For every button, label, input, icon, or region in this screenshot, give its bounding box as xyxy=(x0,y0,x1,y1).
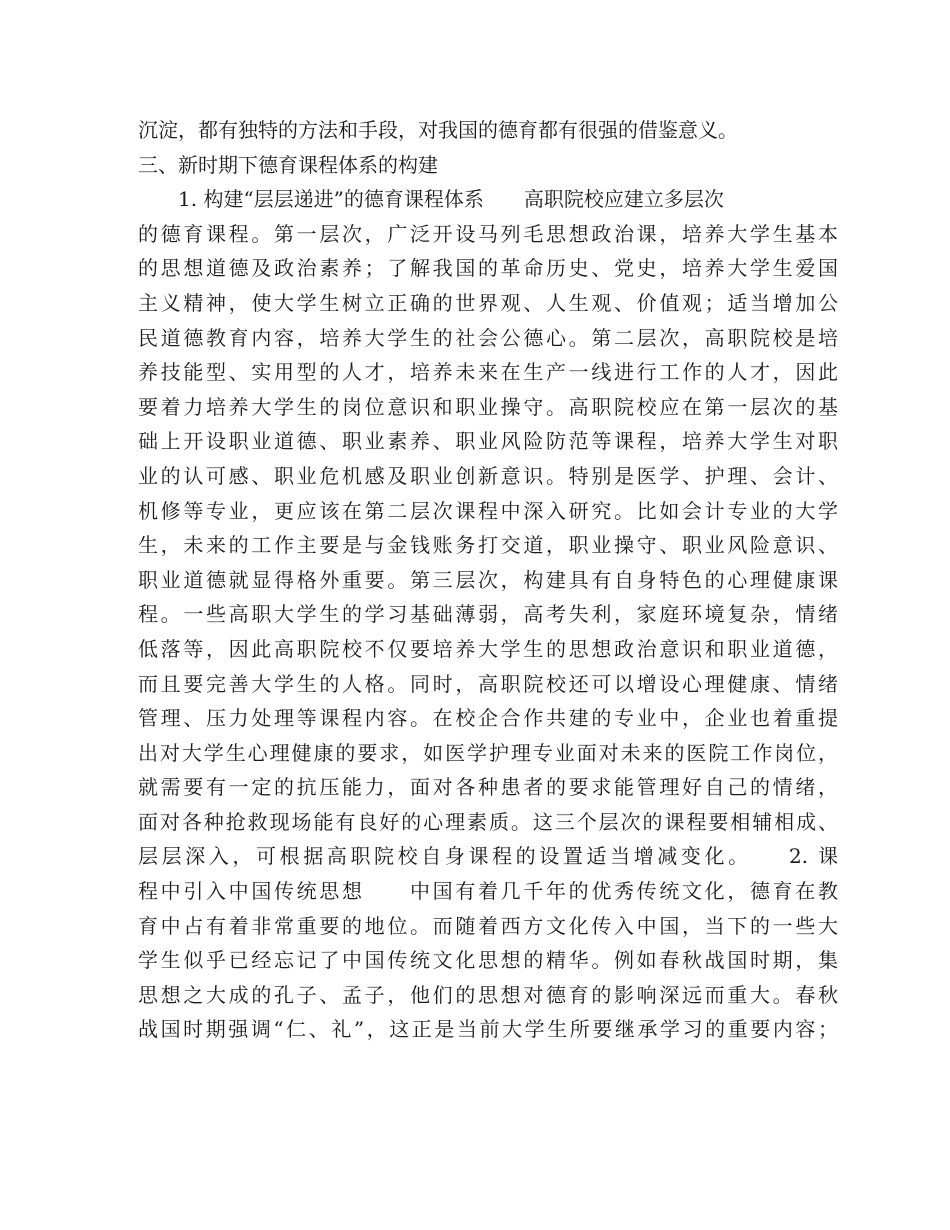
text-line: 机修等专业，更应该在第二层次课程中深入研究。比如会计专业的大学 xyxy=(138,498,838,523)
text-line: 主义精神，使大学生树立正确的世界观、人生观、价值观；适当增加公 xyxy=(138,290,838,315)
text-line: 程。一些高职大学生的学习基础薄弱，高考失利，家庭环境复杂，情绪 xyxy=(138,602,838,627)
text-line: 业的认可感、职业危机感及职业创新意识。特别是医学、护理、会计、 xyxy=(138,463,838,488)
text-line: 而且要完善大学生的人格。同时，高职院校还可以增设心理健康、情绪 xyxy=(138,671,838,696)
text-line: 程中引入中国传统思想 中国有着几千年的优秀传统文化，德育在教 xyxy=(138,879,838,904)
text-line: 层层深入，可根据高职院校自身课程的设置适当增减变化。 2. 课 xyxy=(138,844,838,869)
text-line: 要着力培养大学生的岗位意识和职业操守。高职院校应在第一层次的基 xyxy=(138,394,838,419)
text-line: 思想之大成的孔子、孟子，他们的思想对德育的影响深远而重大。春秋 xyxy=(138,982,838,1007)
text-line: 础上开设职业道德、职业素养、职业风险防范等课程，培养大学生对职 xyxy=(138,429,838,454)
body-text xyxy=(138,113,838,1047)
text-line: 低落等，因此高职院校不仅要培养大学生的思想政治意识和职业道德， xyxy=(138,636,838,661)
text-line: 职业道德就显得格外重要。第三层次，构建具有自身特色的心理健康课 xyxy=(138,567,838,592)
text-line: 管理、压力处理等课程内容。在校企合作共建的专业中，企业也着重提 xyxy=(138,706,838,731)
text-line: 的德育课程。第一层次，广泛开设马列毛思想政治课，培养大学生基本 xyxy=(138,221,838,246)
text-line: 1. 构建“层层递进”的德育课程体系 高职院校应建立多层次 xyxy=(178,187,724,212)
text-line: 学生似乎已经忘记了中国传统文化思想的精华。例如春秋战国时期，集 xyxy=(138,948,838,973)
section-heading: 三、新时期下德育课程体系的构建 xyxy=(138,152,438,177)
text-line: 生，未来的工作主要是与金钱账务打交道，职业操守、职业风险意识、 xyxy=(138,533,838,558)
text-line: 出对大学生心理健康的要求，如医学护理专业面对未来的医院工作岗位， xyxy=(138,740,838,765)
text-line: 育中占有着非常重要的地位。而随着西方文化传入中国，当下的一些大 xyxy=(138,913,838,938)
text-line: 战国时期强调“仁、礼”，这正是当前大学生所要继承学习的重要内容； xyxy=(138,1017,838,1042)
text-line: 养技能型、实用型的人才，培养未来在生产一线进行工作的人才，因此 xyxy=(138,360,838,385)
text-line: 民道德教育内容，培养大学生的社会公德心。第二层次，高职院校是培 xyxy=(138,325,838,350)
text-line: 就需要有一定的抗压能力，面对各种患者的要求能管理好自己的情绪， xyxy=(138,775,838,800)
text-line: 的思想道德及政治素养；了解我国的革命历史、党史，培养大学生爱国 xyxy=(138,256,838,281)
text-line: 沉淀，都有独特的方法和手段，对我国的德育都有很强的借鉴意义。 xyxy=(138,118,738,142)
text-line: 面对各种抢救现场能有良好的心理素质。这三个层次的课程要相辅相成、 xyxy=(138,809,838,834)
